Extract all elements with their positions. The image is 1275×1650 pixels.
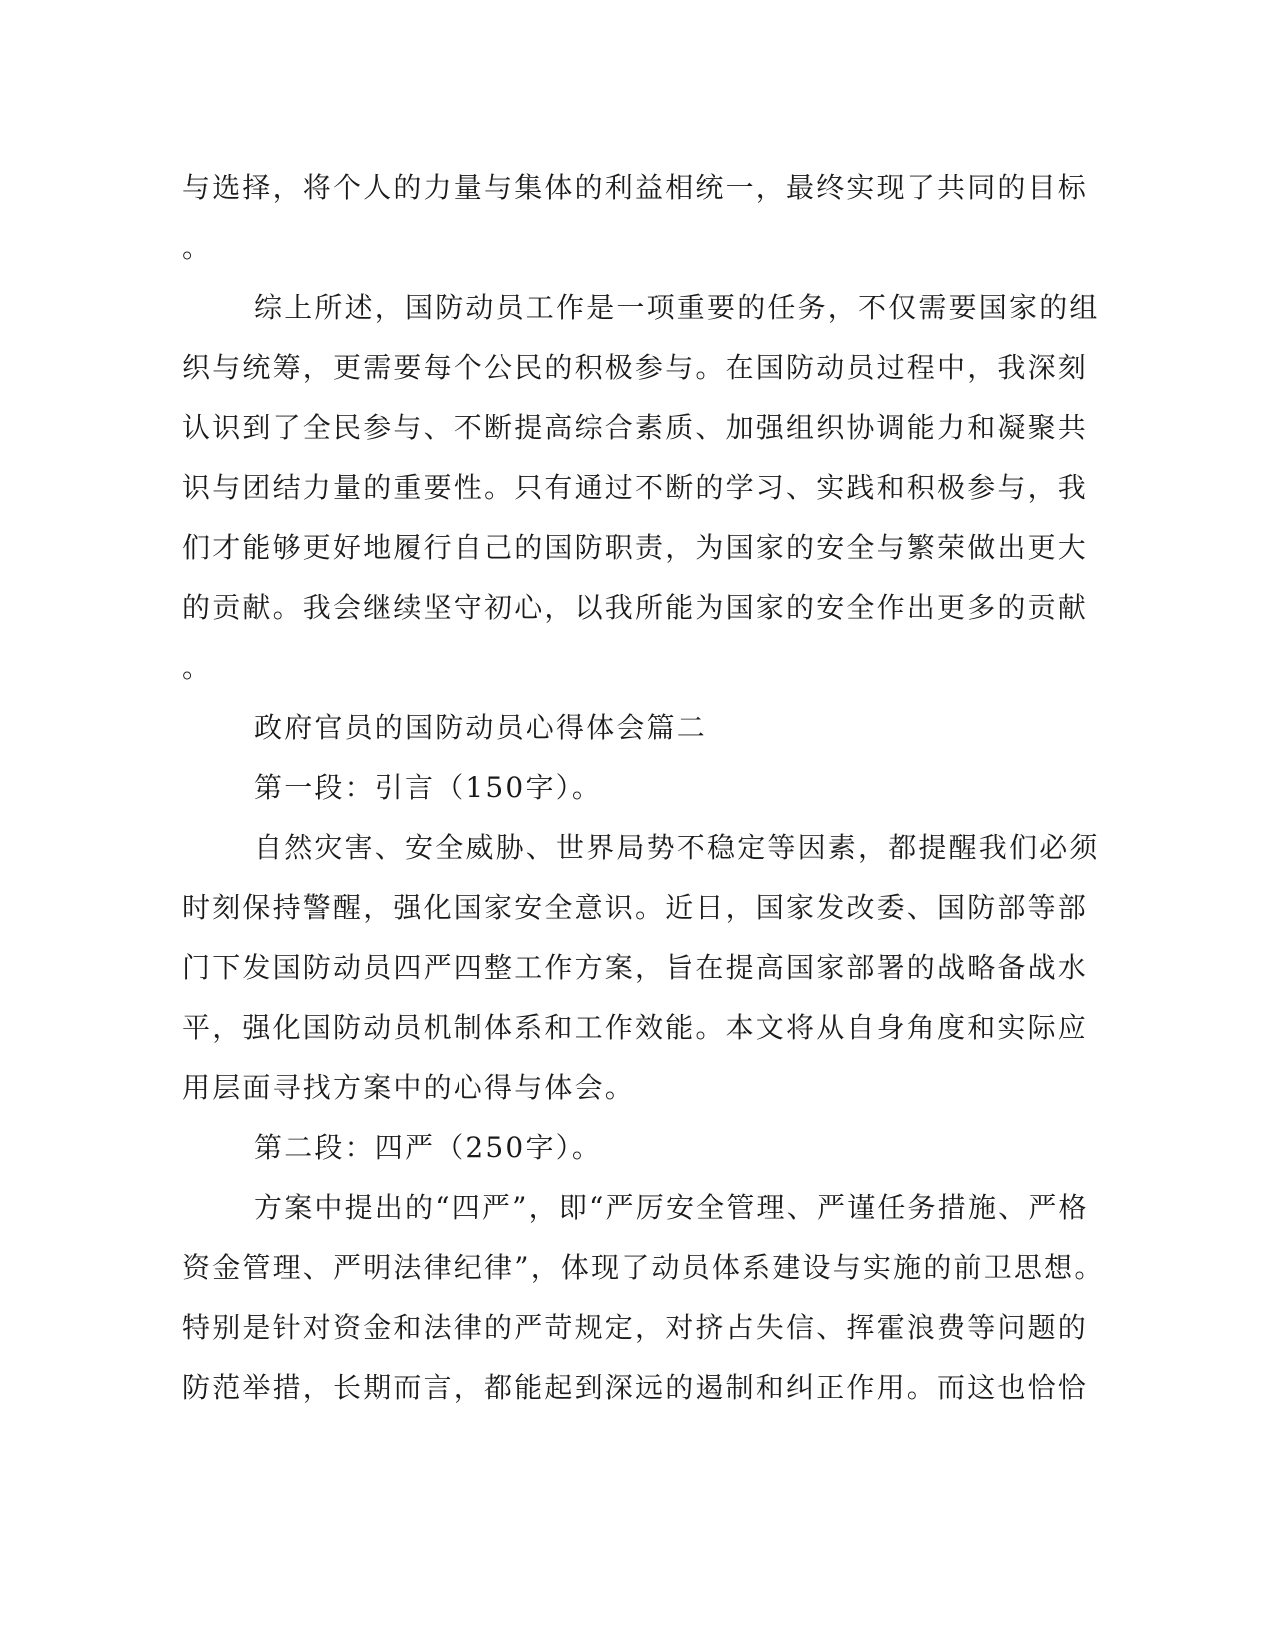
text-line: 防范举措，长期而言，都能起到深远的遏制和纠正作用。而这也恰恰 <box>182 1371 1089 1404</box>
text-line: 资金管理、严明法律纪律”，体现了动员体系建设与实施的前卫思想。 <box>182 1251 1105 1284</box>
text-line: 平，强化国防动员机制体系和工作效能。本文将从自身角度和实际应 <box>182 1011 1089 1044</box>
text-line: 认识到了全民参与、不断提高综合素质、加强组织协调能力和凝聚共 <box>182 411 1089 444</box>
text-line: 织与统筹，更需要每个公民的积极参与。在国防动员过程中，我深刻 <box>182 351 1089 384</box>
text-line: 与选择，将个人的力量与集体的利益相统一，最终实现了共同的目标 <box>182 171 1089 204</box>
text-line: 综上所述，国防动员工作是一项重要的任务，不仅需要国家的组 <box>254 291 1100 324</box>
text-line: 方案中提出的“四严”，即“严厉安全管理、严谨任务措施、严格 <box>254 1191 1089 1224</box>
text-line: 门下发国防动员四严四整工作方案，旨在提高国家部署的战略备战水 <box>182 951 1089 984</box>
text-line: 自然灾害、安全威胁、世界局势不稳定等因素，都提醒我们必须 <box>254 831 1100 864</box>
text-line: 特别是针对资金和法律的严苛规定，对挤占失信、挥霍浪费等问题的 <box>182 1311 1089 1344</box>
text-line: 。 <box>182 231 213 264</box>
body-text <box>182 158 1105 1418</box>
text-line: 们才能够更好地履行自己的国防职责，为国家的安全与繁荣做出更大 <box>182 531 1089 564</box>
section-heading: 第二段：四严（250字）。 <box>254 1131 603 1164</box>
section-title: 政府官员的国防动员心得体会篇二 <box>254 711 708 744</box>
text-line: 时刻保持警醒，强化国家安全意识。近日，国家发改委、国防部等部 <box>182 891 1089 924</box>
section-heading: 第一段：引言（150字）。 <box>254 771 603 804</box>
text-line: 用层面寻找方案中的心得与体会。 <box>182 1071 636 1104</box>
text-line: 识与团结力量的重要性。只有通过不断的学习、实践和积极参与，我 <box>182 471 1089 504</box>
text-line: 。 <box>182 651 213 684</box>
text-line: 的贡献。我会继续坚守初心，以我所能为国家的安全作出更多的贡献 <box>182 591 1089 624</box>
